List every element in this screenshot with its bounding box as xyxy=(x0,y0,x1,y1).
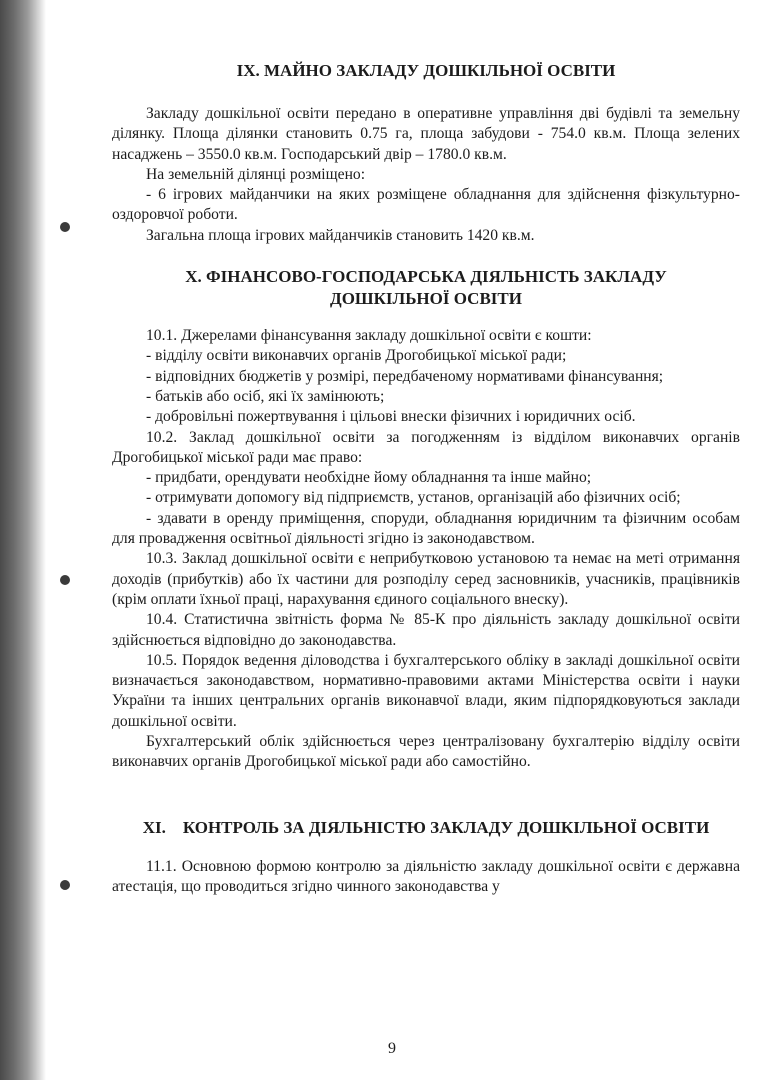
scan-binding-edge xyxy=(0,0,46,1080)
section-9-paragraph-1: Закладу дошкільної освіти передано в оперативне управління дві будівлі та земельну ділянку. Площа ділянки становить 0.75 га, площа забудови - 754.0 кв.м. Площа зелених насаджень – 3550.0 кв.м. Господарський двір – 1780.0 кв.м. xyxy=(112,105,740,163)
section-11-heading: XI. КОНТРОЛЬ ЗА ДІЯЛЬНІСТЮ ЗАКЛАДУ ДОШКІЛЬНОЇ ОСВІТИ xyxy=(142,817,710,837)
document-page xyxy=(112,60,740,897)
section-10-paragraph-4: - батьків або осіб, які їх замінюють; xyxy=(146,387,385,405)
section-10-paragraph-11: 10.4. Статистична звітність форма № 85-К про діяльність закладу дошкільної освіти здійснюється відповідно до законодавства. xyxy=(112,611,740,649)
section-10-paragraph-2: - відділу освіти виконавчих органів Дрогобицької міської ради; xyxy=(146,347,567,365)
section-9-paragraph-4: Загальна площа ігрових майданчиків становить 1420 кв.м. xyxy=(146,226,535,244)
section-10-paragraph-6: 10.2. Заклад дошкільної освіти за погодженням із відділом виконавчих органів Дрогобицької міської ради має право: xyxy=(112,428,740,466)
section-10-paragraph-1: 10.1. Джерелами фінансування закладу дошкільної освіти є кошти: xyxy=(146,327,592,345)
section-10-paragraph-7: - придбати, орендувати необхідне йому обладнання та інше майно; xyxy=(146,469,592,487)
page-number: 9 xyxy=(388,1040,396,1057)
section-10-heading-line-2: ДОШКІЛЬНОЇ ОСВІТИ xyxy=(330,289,522,309)
section-9-paragraph-2: На земельній ділянці розміщено: xyxy=(146,165,366,183)
punch-hole-top xyxy=(60,222,70,232)
section-10-paragraph-9: - здавати в оренду приміщення, споруди, обладнання юридичним та фізичним особам для провадження освітньої діяльності згідно із законодавством. xyxy=(112,509,740,548)
section-10-heading-line-1: X. ФІНАНСОВО-ГОСПОДАРСЬКА ДІЯЛЬНІСТЬ ЗАКЛАДУ xyxy=(185,267,667,287)
section-11-paragraph-1: 11.1. Основною формою контролю за діяльністю закладу дошкільної освіти є державна атестація, що проводиться згідно чинного законодавства у xyxy=(112,857,740,895)
section-10-paragraph-13: Бухгалтерський облік здійснюється через централізовану бухгалтерію відділу освіти виконавчих органів Дрогобицької міської ради або самостійно. xyxy=(112,733,740,771)
section-10-paragraph-5: - добровільні пожертвування і цільові внески фізичних і юридичних осіб. xyxy=(146,408,636,426)
section-9-heading: IX. МАЙНО ЗАКЛАДУ ДОШКІЛЬНОЇ ОСВІТИ xyxy=(236,61,616,80)
section-10-paragraph-10: 10.3. Заклад дошкільної освіти є неприбутковою установою та немає на меті отримання доходів (прибутків) або їх частини для розподілу серед засновників, учасників, працівників (крім оплати їхньої праці, нарахування єдиного соціального внеску). xyxy=(112,550,740,608)
section-9-paragraph-3: - 6 ігрових майданчики на яких розміщене обладнання для здійснення фізкультурно-оздоровчої роботи. xyxy=(112,186,740,224)
section-10-paragraph-12: 10.5. Порядок ведення діловодства і бухгалтерського обліку в закладі дошкільної освіти визначається законодавством, нормативно-правовими актами Міністерства освіти і науки України та інших центральних органів виконавчої влади, яким підпорядковуються заклади дошкільної освіти. xyxy=(112,651,740,730)
punch-hole-middle xyxy=(60,575,70,585)
section-10-paragraph-3: - відповідних бюджетів у розмірі, передбаченому нормативами фінансування; xyxy=(146,367,664,385)
punch-hole-bottom xyxy=(60,880,70,890)
section-10-paragraph-8: - отримувати допомогу від підприємств, установ, організацій або фізичних осіб; xyxy=(146,489,681,507)
